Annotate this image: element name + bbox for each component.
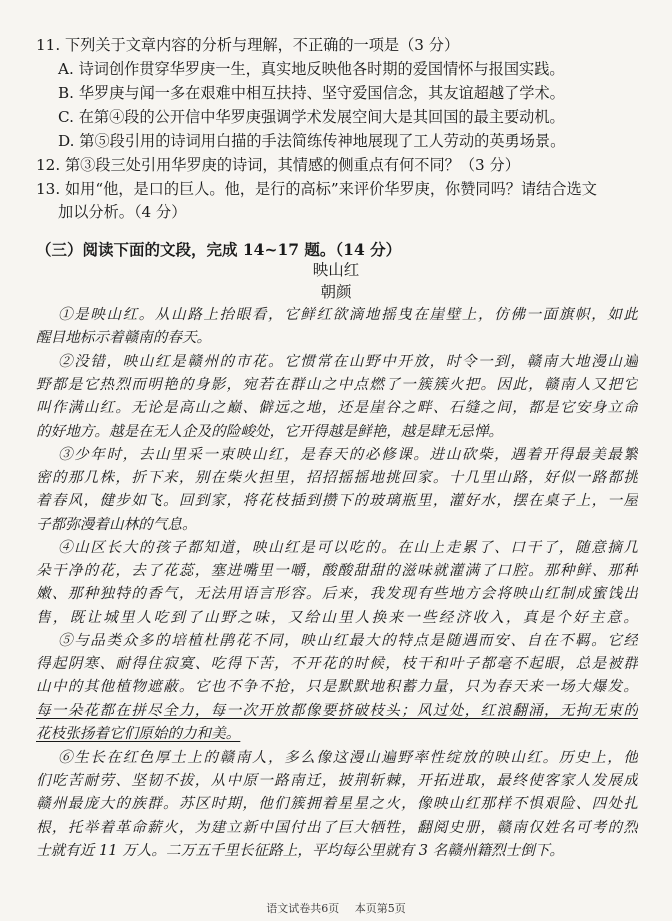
paragraph-3: [58, 443, 638, 466]
paragraph-line: 密的那几株，折下来，别在柴火担里，招招摇摇地挑回家。十几里山路，好似一路都挑: [36, 469, 638, 486]
article-author: 朝颜: [320, 283, 352, 301]
question-11-option-d: D. 第⑤段引用的诗词用白描的手法简练传神地展现了工人劳动的英勇场景。: [58, 132, 566, 150]
paragraph-6-cont: [36, 769, 638, 863]
question-11-option-c: C. 在第④段的公开信中华罗庚强调学术发展空间大是其回国的最主要动机。: [58, 108, 565, 126]
paragraph-line: 根，托举着革命薪火，为建立新中国付出了巨大牺牲，翻阅史册，赣南仅姓名可考的烈: [36, 818, 638, 836]
paragraph-line: 士就有近 11 万人。二万五千里长征路上，平均每公里就有 3 名赣州籍烈士倒下。: [36, 842, 565, 860]
paragraph-5: [58, 629, 638, 652]
underlined-line: 每一朵花都在拼尽全力，每一次开放都像要挤破枝头；风过处，红浪翻涌，无拘无束的: [36, 701, 638, 719]
article-title: 映山红: [312, 261, 360, 279]
paragraph-line: 醒目地标示着赣南的春天。: [36, 329, 212, 346]
paragraph-line: 售，既让城里人吃到了山野之味，又给山里人换来一些经济收入，真是个好主意。: [36, 608, 638, 626]
question-13-stem-line1: 13. 如用“他，是口的巨人。他，是行的高标”来评价华罗庚，你赞同吗？请结合选文: [36, 180, 597, 198]
paragraph-line: ②没错，映山红是赣州的市花。它惯常在山野中开放，时令一到，赣南大地漫山遍: [58, 353, 638, 370]
question-12-stem: 12. 第③段三处引用华罗庚的诗词，其情感的侧重点有何不同？（3 分）: [36, 156, 520, 174]
page-footer: [0, 900, 672, 916]
paragraph-2-cont: [36, 373, 638, 443]
paragraph-3-cont: [36, 466, 638, 536]
question-11-option-a: A. 诗词创作贯穿华罗庚一生，真实地反映他各时期的爱国情怀与报国实践。: [58, 60, 565, 78]
paragraph-4: [58, 536, 638, 559]
underlined-line: [36, 722, 336, 745]
paragraph-4-cont: [36, 559, 638, 629]
paragraph-line: ③少年时，去山里采一束映山红，是春天的必修课。进山砍柴，遇着开得最美最繁: [58, 446, 638, 463]
section-title: （三）阅读下面的文段，完成 14~17 题。（14 分）: [36, 240, 402, 259]
paragraph-6: [58, 746, 638, 769]
paragraph-line: 子都弥漫着山林的气息。: [36, 515, 197, 533]
paragraph-1-cont: [36, 326, 638, 349]
paragraph-1: [58, 303, 638, 326]
underlined-text: 花枝张扬着它们原始的力和美。: [36, 725, 241, 743]
paragraph-line: ⑤与品类众多的培植杜鹃花不同，映山红最大的特点是随遇而安、自在不羁。它经: [58, 632, 638, 649]
question-11-option-b: B. 华罗庚与闻一多在艰难中相互扶持、坚守爱国信念，其友谊超越了学术。: [58, 84, 565, 102]
paragraph-5-cont: [36, 652, 638, 746]
question-11-stem: 11. 下列关于文章内容的分析与理解，不正确的一项是（3 分）: [36, 36, 460, 54]
paragraph-line: 得起阴寒、耐得住寂寞、吃得下苦，不开花的时候，枝干和叶子都毫不起眼，总是被群: [36, 655, 638, 672]
paragraph-line: ⑥生长在红色厚土上的赣南人，多么像这漫山遍野率性绽放的映山红。历史上，他: [58, 749, 638, 766]
question-13-stem-line2: 加以分析。（4 分）: [58, 203, 187, 221]
footer-total-pages: 语文试卷共6页: [266, 902, 340, 915]
paragraph-line: 叫作满山红。无论是高山之巅、僻远之地，还是崖谷之畔、石缝之间，都是它安身立命: [36, 399, 638, 417]
paragraph-2: [58, 350, 638, 373]
paragraph-line: 野都是它热烈而明艳的身影，宛若在群山之中点燃了一簇簇火把。因此，赣南人又把它: [36, 376, 638, 393]
paragraph-line: 嫩、那种独特的香气，无法用语言形容。后来，我发现有些地方会将映山红制成蜜饯出: [36, 585, 638, 603]
paragraph-line: 着春风，健步如飞。回到家，将花枝插到攒下的玻璃瓶里，灌好水，摆在桌子上，一屋: [36, 492, 638, 510]
footer-page-number: 本页第5页: [354, 902, 406, 915]
paragraph-line: 赣州最庞大的族群。苏区时期，他们簇拥着星星之火，像映山红那样不惧艰险、四处扎: [36, 795, 638, 813]
paragraph-line: 朵干净的花，去了花蕊，塞进嘴里一嚼，酸酸甜甜的滋味就灌满了口腔。那种鲜、那种: [36, 562, 638, 579]
paragraph-line: 的好地方。越是在无人企及的险峻处，它开得越是鲜艳，越是肆无忌惮。: [36, 422, 504, 440]
paragraph-line: 们吃苦耐劳、坚韧不拔，从中原一路南迁，披荆斩棘，开拓进取，最终使客家人发展成: [36, 772, 638, 789]
paragraph-line: ①是映山红。从山路上抬眼看，它鲜红欲滴地摇曳在崖壁上，仿佛一面旗帜，如此: [58, 306, 638, 323]
paragraph-line: 山中的其他植物遮蔽。它也不争不抢，只是默默地积蓄力量，只为春天来一场大爆发。: [36, 678, 638, 696]
paragraph-line: ④山区长大的孩子都知道，映山红是可以吃的。在山上走累了、口干了，随意摘几: [58, 539, 638, 556]
